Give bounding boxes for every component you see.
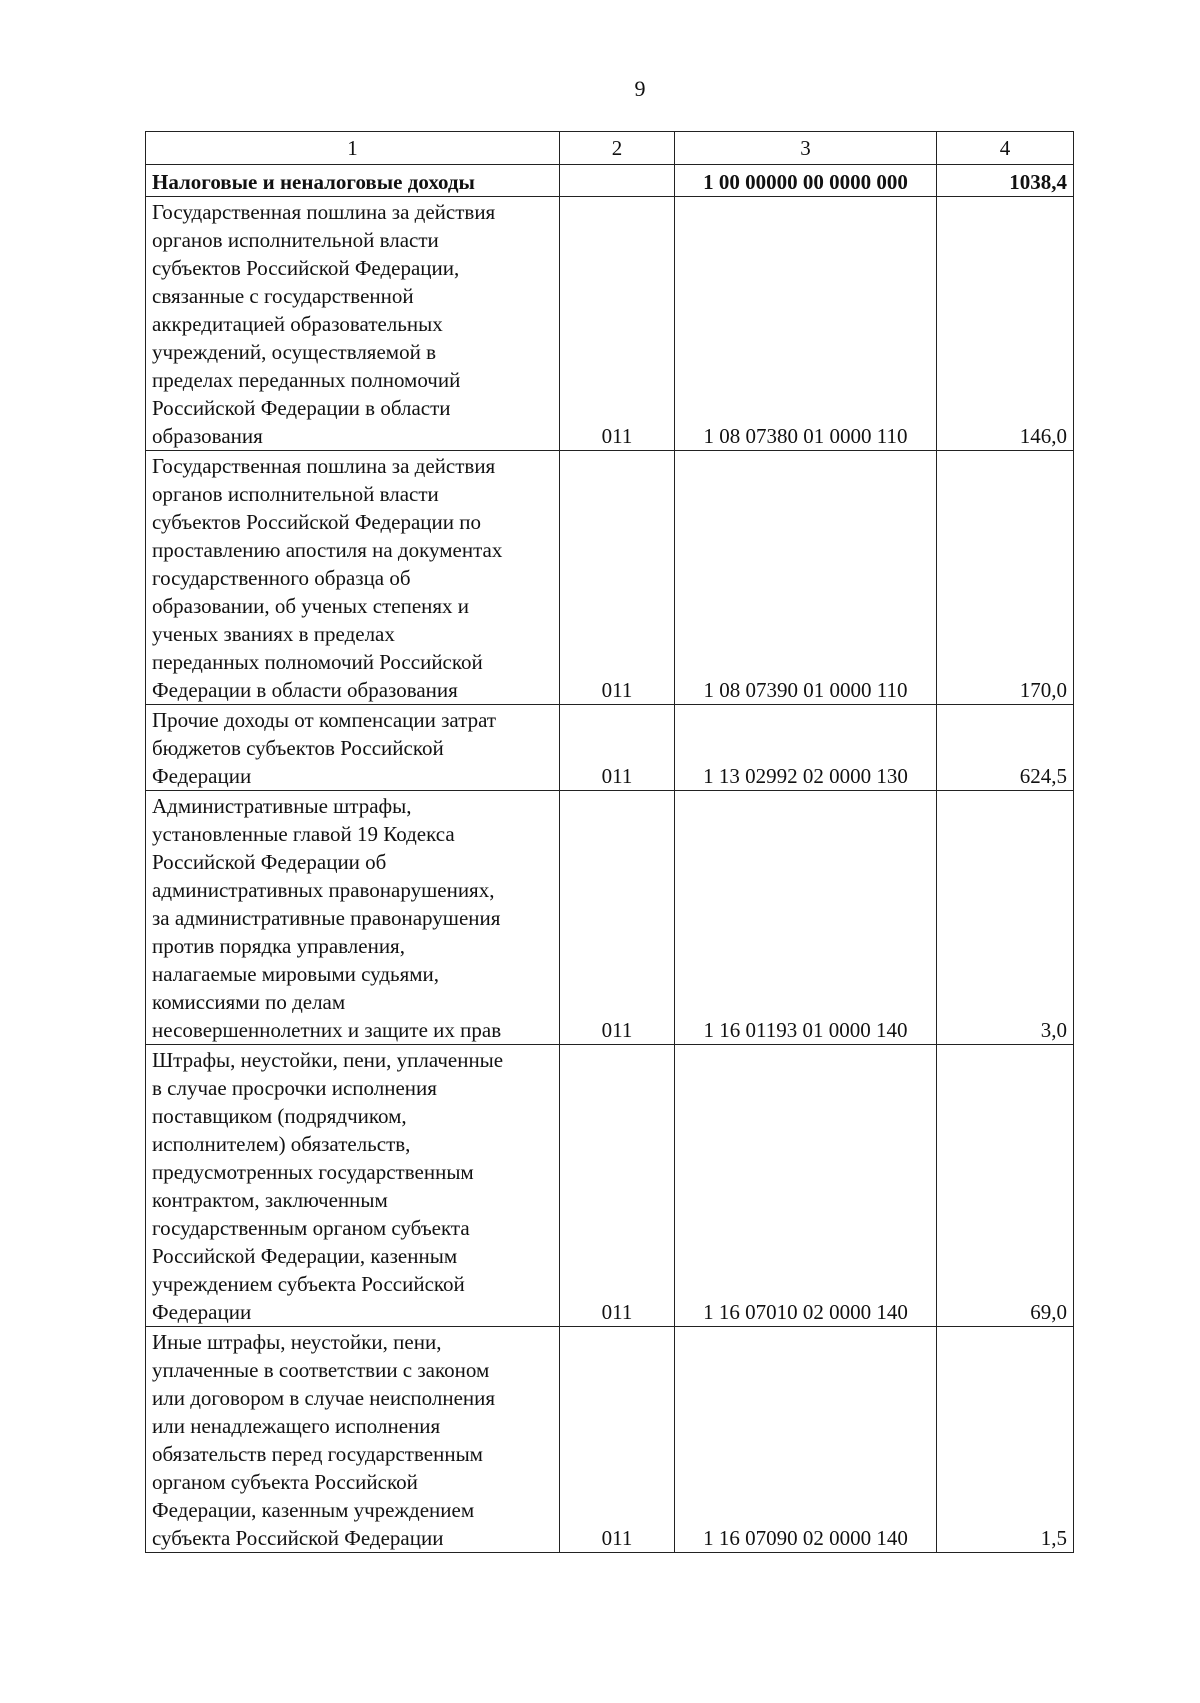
row-description: Прочие доходы от компенсации затрат бюджетов субъектов Российской Федерации — [146, 705, 560, 791]
total-description: Налоговые и неналоговые доходы — [146, 165, 560, 197]
row-budget-code: 1 08 07380 01 0000 110 — [675, 197, 937, 451]
row-budget-code: 1 08 07390 01 0000 110 — [675, 451, 937, 705]
column-header-3: 3 — [675, 132, 937, 165]
row-amount: 1,5 — [937, 1327, 1074, 1553]
table-row — [146, 197, 1074, 451]
total-row — [146, 165, 1074, 197]
table-header-row — [146, 132, 1074, 165]
total-code: 1 00 00000 00 0000 000 — [675, 165, 937, 197]
row-budget-code: 1 16 01193 01 0000 140 — [675, 791, 937, 1045]
row-amount: 146,0 — [937, 197, 1074, 451]
row-admin-code: 011 — [560, 705, 675, 791]
page-number: 9 — [634, 76, 646, 101]
row-admin-code: 011 — [560, 197, 675, 451]
row-description: Иные штрафы, неустойки, пени, уплаченные в соответствии с законом или договором в случае неисполнения или ненадлежащего исполнения обязательств перед государственным органом субъекта Российской Федерации, казенным учреждением субъекта Российской Федерации — [146, 1327, 560, 1553]
row-amount: 170,0 — [937, 451, 1074, 705]
table-row — [146, 791, 1074, 1045]
row-budget-code: 1 16 07010 02 0000 140 — [675, 1045, 937, 1327]
column-header-4: 4 — [937, 132, 1074, 165]
row-description: Административные штрафы, установленные главой 19 Кодекса Российской Федерации об административных правонарушениях, за административные правонарушения против порядка управления, налагаемые мировыми судьями, комиссиями по делам несовершеннолетних и защите их прав — [146, 791, 560, 1045]
row-admin-code: 011 — [560, 1327, 675, 1553]
row-admin-code: 011 — [560, 1045, 675, 1327]
total-amount: 1038,4 — [937, 165, 1074, 197]
table-row — [146, 1045, 1074, 1327]
table-row — [146, 451, 1074, 705]
row-amount: 3,0 — [937, 791, 1074, 1045]
row-admin-code: 011 — [560, 451, 675, 705]
row-amount: 624,5 — [937, 705, 1074, 791]
row-amount: 69,0 — [937, 1045, 1074, 1327]
revenue-table — [145, 131, 1074, 1553]
row-description: Штрафы, неустойки, пени, уплаченные в случае просрочки исполнения поставщиком (подрядчиком, исполнителем) обязательств, предусмотренных государственным контрактом, заключенным государственным органом субъекта Российской Федерации, казенным учреждением субъекта Российской Федерации — [146, 1045, 560, 1327]
total-admin — [560, 165, 675, 197]
table-row — [146, 705, 1074, 791]
row-description: Государственная пошлина за действия органов исполнительной власти субъектов Российской Федерации, связанные с государственной аккредитацией образовательных учреждений, осуществляемой в пределах переданных полномочий Российской Федерации в области образования — [146, 197, 560, 451]
row-description: Государственная пошлина за действия органов исполнительной власти субъектов Российской Федерации по проставлению апостиля на документах государственного образца об образовании, об ученых степенях и ученых званиях в пределах переданных полномочий Российской Федерации в области образования — [146, 451, 560, 705]
row-budget-code: 1 16 07090 02 0000 140 — [675, 1327, 937, 1553]
row-budget-code: 1 13 02992 02 0000 130 — [675, 705, 937, 791]
table-row — [146, 1327, 1074, 1553]
row-admin-code: 011 — [560, 791, 675, 1045]
column-header-1: 1 — [146, 132, 560, 165]
column-header-2: 2 — [560, 132, 675, 165]
